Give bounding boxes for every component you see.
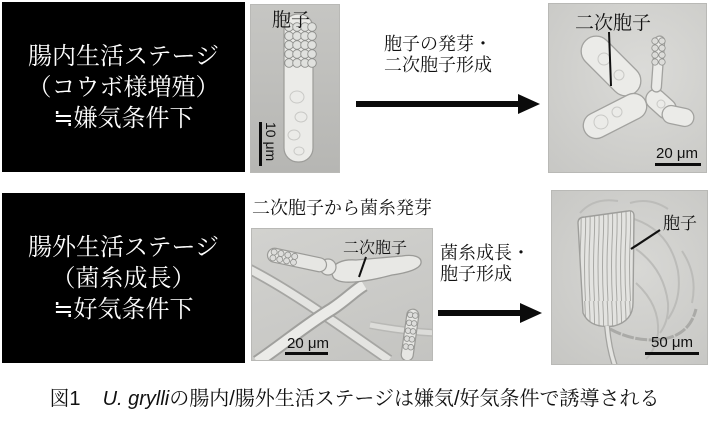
stage1-panel [2,2,245,172]
stage2-line2: （菌糸成長） [51,264,196,292]
species-name: U. grylli [102,388,170,410]
spore-label: 胞子 [272,10,311,31]
spore-micrograph [250,4,340,173]
scalebar-line [259,122,262,166]
arrow2-head-icon [520,303,542,323]
stage1-line1: 腸内生活ステージ [27,42,220,70]
secondary-spore-label: 二次胞子 [343,240,408,257]
spore-label: 胞子 [663,214,697,233]
arrow1-shaft [356,101,520,107]
scalebar-text: 10 μm [263,122,279,162]
scalebar-text: 20 μm [287,335,329,352]
germination-heading: 二次胞子から菌糸発芽 [252,198,432,218]
stage2-line3: ≒好気条件下 [53,295,194,323]
scalebar-text: 20 μm [656,145,698,162]
secondary-spore-label: 二次胞子 [575,13,652,34]
arrow1-label: 胞子の発芽・ 二次胞子形成 [384,34,492,75]
figure-caption [0,382,709,411]
caption-text: の腸内/腸外生活ステージは嫌気/好気条件で誘導される [169,388,660,410]
scalebar-line [645,352,699,355]
hyphae-germination-micrograph [251,228,433,361]
figure-number: 図1 [49,388,81,410]
arrow2-shaft [438,310,522,316]
stage2-line1: 腸外生活ステージ [27,233,220,261]
stage1-line2: （コウボ様増殖） [27,73,220,101]
secondary-spore-micrograph [548,3,707,173]
arrow2-label: 菌糸成長・ 胞子形成 [440,243,530,284]
arrow1-head-icon [518,94,540,114]
sporulation-micrograph [551,190,708,365]
scalebar-line [655,163,701,166]
stage1-line3: ≒嫌気条件下 [53,104,194,132]
scalebar-line [285,352,328,355]
scalebar-text: 50 μm [651,334,693,351]
stage2-panel [2,193,245,363]
